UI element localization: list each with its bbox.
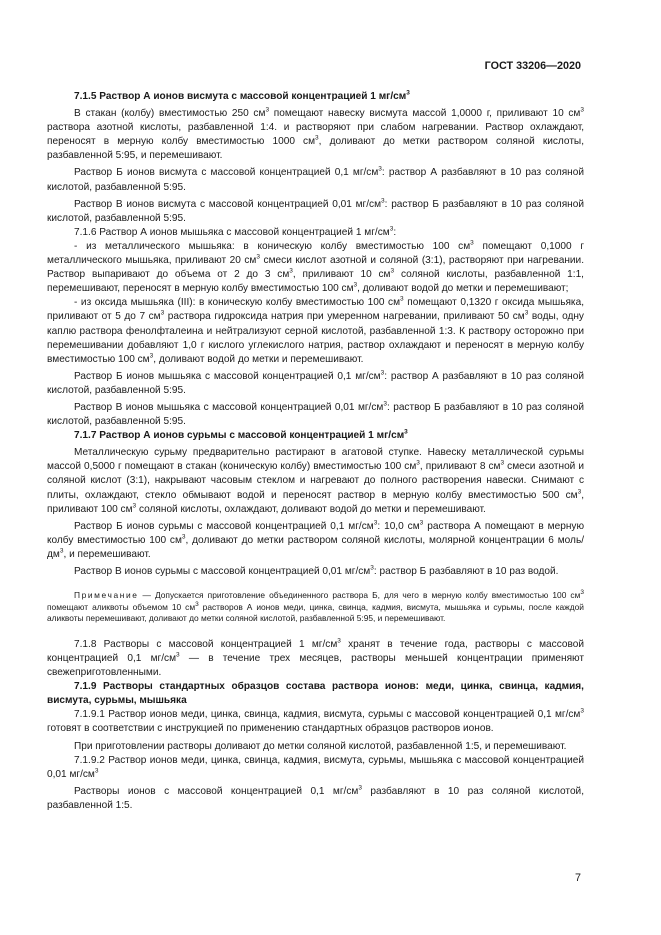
superscript: 3: [176, 651, 180, 659]
superscript: 3: [149, 352, 154, 360]
superscript: 3: [580, 707, 584, 715]
text-run: Раствор Б ионов сурьмы с массовой концентрацией 0,1 мг/см: [74, 520, 374, 532]
text-run: 7.1.5 Раствор А ионов висмута с массовой концентрацией 1 мг/см: [74, 91, 407, 102]
paragraph: [47, 520, 584, 562]
text-run: Раствор В ионов висмута с массовой концентрацией 0,01 мг/см: [74, 198, 382, 210]
superscript: 3: [524, 310, 529, 318]
text-run: растворов А ионов меди, цинка, свинца, кадмия, висмута, мышьяка и сурьмы, после каждой аликвоты перемешивают, доливают до метки соляной кислотой, разбавленной 5:95, и перемешивают.: [47, 601, 584, 624]
text-run: Раствор Б ионов висмута с массовой концентрацией 0,1 мг/см: [74, 167, 379, 179]
superscript: 3: [390, 267, 395, 275]
text-run: соляной кислоты, охлаждают, доливают водой до метки и перемешивают.: [136, 503, 486, 515]
superscript: 3: [419, 519, 424, 527]
text-run: 7.1.9.2 Раствор ионов меди, цинка, свинца, кадмия, висмута, сурьмы, мышьяка с массовой концентрацией 0,01 мг/см: [47, 754, 584, 780]
paragraph: [47, 226, 584, 240]
superscript: 3: [580, 106, 585, 114]
text-run: помещают аликвоты объемом 10 см: [47, 601, 196, 612]
superscript: 3: [337, 637, 341, 645]
text-run: В стакан (колбу) вместимостью 250 см: [74, 108, 266, 120]
text-run: 7.1.9.1 Раствор ионов меди, цинка, свинца, кадмия, висмута, сурьмы с массовой концентрацией 0,1 мг/см: [74, 709, 581, 721]
text-run: : раствор А разбавляют в 10 раз соляной кислотой, разбавленной 5:95.: [47, 370, 584, 396]
text-run: : раствор Б разбавляют в 10 раз соляной кислотой, разбавленной 5:95.: [47, 198, 584, 224]
text-run: , доливают водой до метки и перемешивают.: [153, 353, 364, 365]
text-run: , приливают 8 см: [419, 461, 501, 473]
superscript: 3: [380, 369, 385, 377]
text-run: , приливают 100 см: [47, 489, 584, 515]
superscript: 3: [256, 253, 261, 261]
text-run: раствора азотной кислоты, разбавленной 1:4. и растворяют при слабом нагревании. Раствор охлаждают, переносят в мерную колбу вместимостью 1000 см: [47, 122, 584, 148]
superscript: 3: [373, 519, 378, 527]
text-run: раствора гидроксида натрия при умеренном нагревании, приливают 50 см: [164, 311, 525, 323]
superscript: 3: [289, 267, 293, 275]
paragraph: [47, 107, 584, 163]
superscript: 3: [59, 547, 64, 555]
note-paragraph: [47, 590, 584, 625]
text-run: - из металлического мышьяка: в коническую колбу вместимостью 100 см: [74, 240, 471, 252]
superscript: 3: [400, 295, 404, 303]
superscript: 3: [416, 459, 420, 467]
paragraph: [47, 785, 584, 813]
text-run: 7.1.9 Растворы стандартных образцов состава раствора ионов: меди, цинка, свинца, кадмия, висмута, сурьмы, мышьяка: [47, 681, 584, 707]
superscript: 3: [383, 400, 387, 408]
text-run: : раствор А разбавляют в 10 раз соляной кислотой, разбавленной 5:95.: [47, 167, 585, 193]
superscript: 3: [160, 310, 165, 318]
paragraph: [47, 296, 584, 366]
text-run: Металлическую сурьму предварительно растирают в агатовой ступке. Навеску металлической сурьмы массой 0,5000 г помещают в стакан (коническую колбу) вместимостью 100 см: [47, 447, 584, 473]
text-run: смеси кислот азотной и соляной (3:1), растворяют при нагревании. Раствор выпаривают до объема от 2 до 3 см: [47, 255, 584, 281]
superscript: 3: [580, 589, 584, 597]
superscript: 3: [378, 166, 382, 174]
superscript: 3: [195, 600, 199, 608]
section-heading: [47, 90, 584, 104]
text-run: , и перемешивают.: [63, 548, 151, 560]
text-run: , приливают 10 см: [292, 269, 391, 281]
text-run: 7.1.8 Растворы с массовой концентрацией 1 мг/см: [74, 638, 338, 650]
text-run: Раствор Б ионов мышьяка с массовой концентрацией 0,1 мг/см: [74, 370, 381, 382]
paragraph: [47, 754, 584, 782]
paragraph: [47, 708, 584, 736]
superscript: 3: [470, 239, 474, 247]
text-run: Раствор В ионов сурьмы с массовой концентрацией 0,01 мг/см: [74, 566, 371, 577]
superscript: 3: [404, 428, 408, 436]
superscript: 3: [265, 106, 270, 114]
text-run: — в течение трех месяцев, растворы меньшей концентрации применяют свежеприготовленными.: [47, 652, 585, 679]
superscript: 3: [406, 89, 410, 97]
superscript: 3: [353, 281, 358, 289]
text-run: помещают 0,1000 г металлического мышьяка, приливают 20 см: [47, 240, 584, 267]
superscript: 3: [370, 564, 374, 572]
superscript: 3: [389, 225, 394, 233]
superscript: 3: [315, 134, 319, 142]
superscript: 3: [132, 502, 137, 510]
superscript: 3: [94, 767, 99, 775]
text-run: :: [393, 226, 397, 238]
page-number: 7: [574, 872, 581, 884]
section-heading: [47, 429, 584, 443]
text-run: — Допускается приготовление объединенного раствора Б, для чего в мерную колбу вместимостью 100 см: [138, 590, 581, 601]
text-run: хранят в течение года, растворы с массовой концентрацией 0,1 мг/см: [47, 638, 584, 664]
paragraph: [47, 198, 584, 226]
text-run: 7.1.6 Раствор А ионов мышьяка с массовой концентрацией 1 мг/см: [74, 226, 390, 238]
paragraph: [47, 166, 584, 194]
paragraph: [47, 370, 584, 398]
text-run: 7.1.7 Раствор А ионов сурьмы с массовой концентрацией 1 мг/см: [74, 430, 405, 442]
text-run: соляной кислоты, разбавленной 1:1, перемешивают, переносят в мерную колбу вместимостью 100 см: [47, 269, 584, 295]
superscript: 3: [500, 459, 505, 467]
section-heading: [47, 680, 584, 708]
paragraph: [47, 740, 584, 754]
document-body: [47, 90, 584, 813]
text-run: помещают навеску висмута массой 1,0000 г, приливают 10 см: [269, 108, 581, 120]
superscript: 3: [358, 784, 362, 792]
paragraph: [47, 638, 584, 680]
text-run: помещают 0,1320 г оксида мышьяка, приливают от 5 до 7 см: [47, 297, 584, 323]
text-run: , доливают до метки раствором соляной кислоты, разбавленной 5:95, и перемешивают.: [47, 136, 584, 162]
text-run: : раствор Б разбавляют в 10 раз водой.: [373, 566, 559, 577]
note-label: Примечание: [74, 590, 139, 601]
text-run: раствора А помещают в мерную колбу вместимостью 100 см: [47, 520, 585, 546]
superscript: 3: [181, 533, 186, 541]
text-run: : 10,0 см: [377, 520, 420, 532]
text-run: воды, одну каплю раствора фенолфталеина и нейтрализуют серной кислотой, разбавленной 1:3. К раствору осторожно при перемешивании добавляют 1,0 г кислого углекислого натрия, раствор охлаждают и переносят в мерную колбу вместимостью 100 см: [47, 311, 584, 365]
text-run: Раствор В ионов мышьяка с массовой концентрацией 0,01 мг/см: [74, 401, 384, 413]
superscript: 3: [577, 488, 582, 496]
text-run: разбавляют в 10 раз соляной кислотой, разбавленной 1:5.: [47, 785, 584, 811]
paragraph: [47, 240, 584, 296]
text-run: - из оксида мышьяка (III): в коническую колбу вместимостью 100 см: [74, 297, 401, 309]
text-run: Растворы ионов с массовой концентрацией 0,1 мг/см: [74, 785, 359, 797]
text-run: готовят в соответствии с инструкцией по применению стандартных образцов растворов ионов.: [47, 723, 494, 735]
superscript: 3: [381, 197, 385, 205]
paragraph: [47, 401, 584, 429]
document-code: ГОСТ 33206—2020: [484, 60, 581, 72]
paragraph: [47, 565, 584, 579]
text-run: , доливают водой до метки и перемешивают;: [357, 283, 569, 295]
paragraph: [47, 446, 584, 516]
text-run: смеси азотной и соляной кислот (3:1), накрывают часовым стеклом и нагревают до полного растворения навески. Снимают с плиты, охлаждают, стекло обмывают водой и переносят раствор в мерную колбу вместимостью 500 см: [47, 461, 584, 501]
text-run: : раствор Б разбавляют в 10 раз соляной кислотой, разбавленной 5:95.: [47, 401, 585, 428]
text-run: , доливают до метки раствором соляной кислоты, молярной концентрации 6 моль/дм: [47, 534, 585, 560]
text-run: При приготовлении растворы доливают до метки соляной кислотой, разбавленной 1:5, и перемешивают.: [74, 740, 567, 752]
